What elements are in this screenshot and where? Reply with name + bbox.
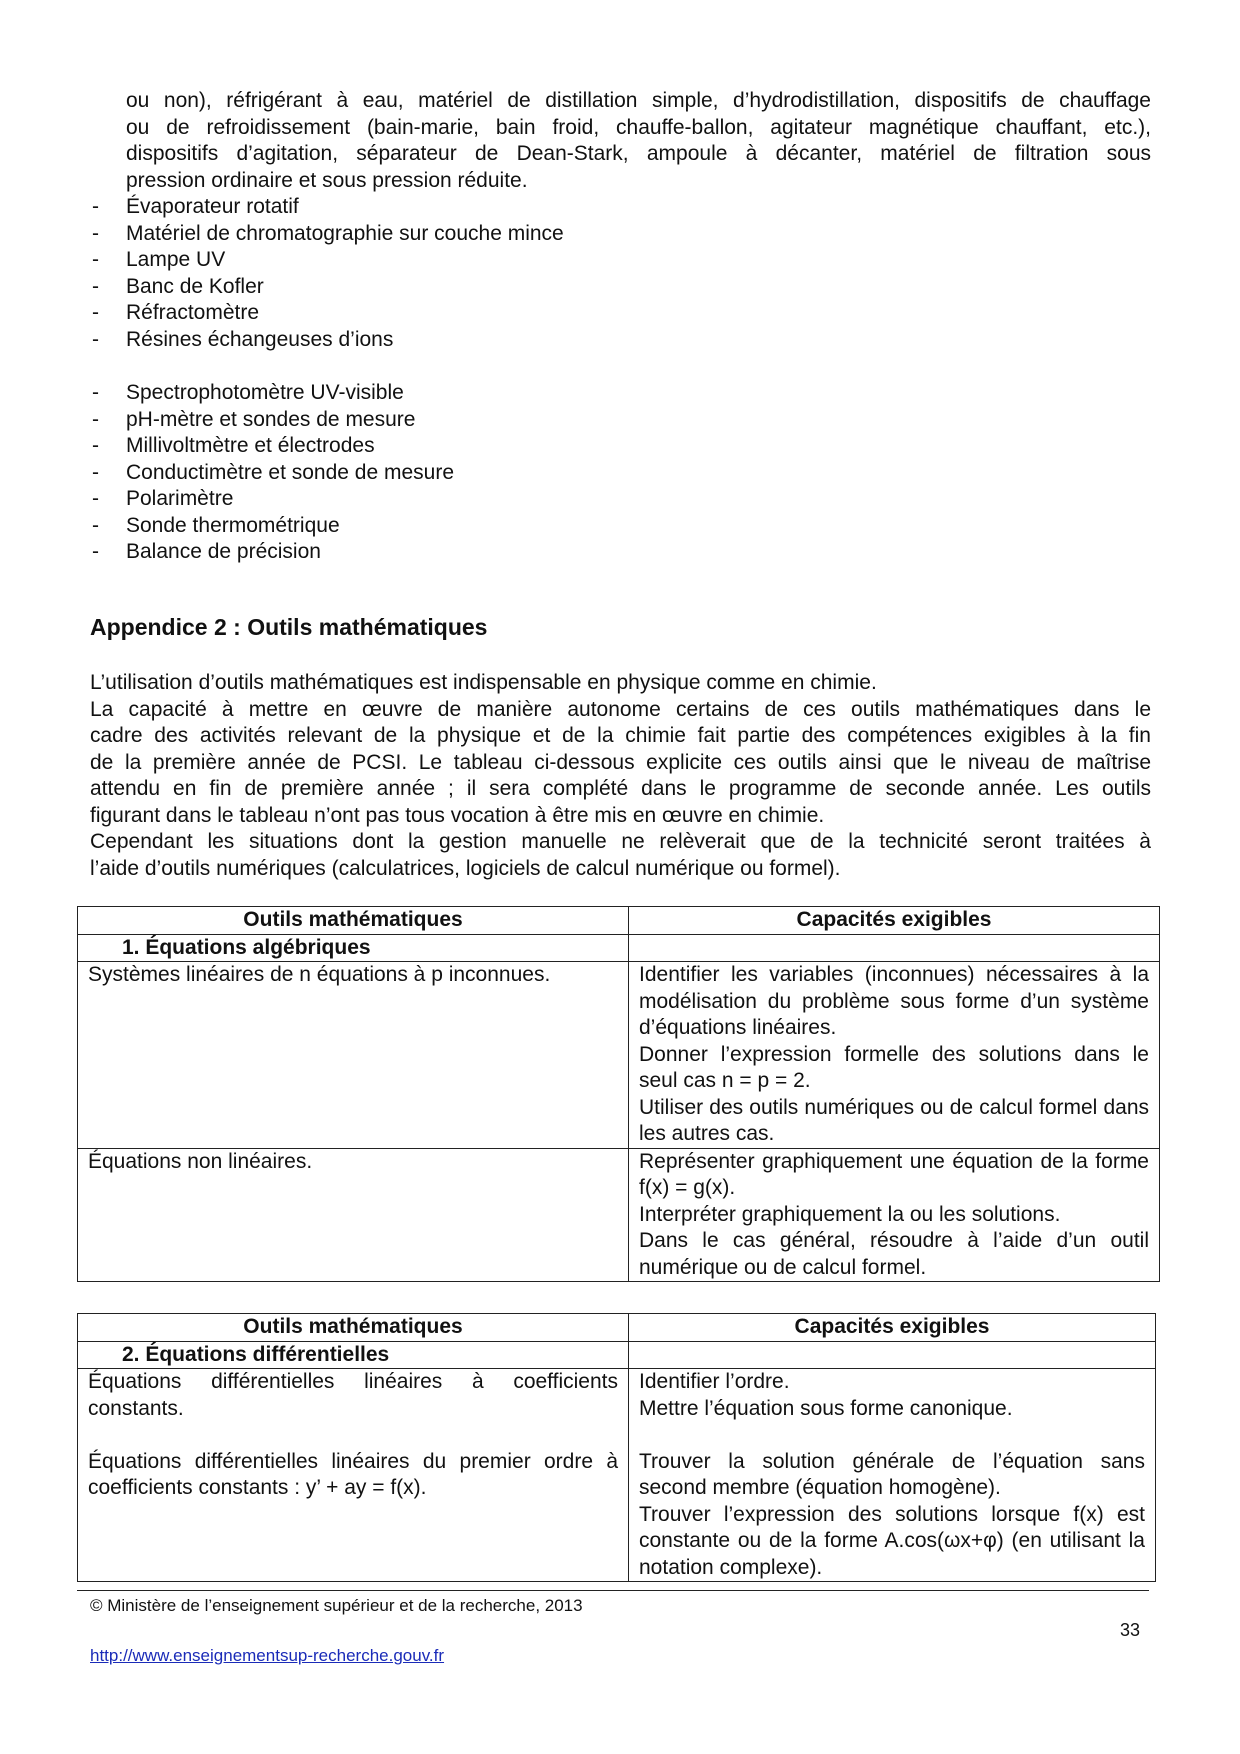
body-line: La capacité à mettre en œuvre de manière autonome certains de ces outils mathématiques dans le: [90, 697, 1151, 721]
list-dash: -: [92, 301, 99, 324]
list-item-label: Spectrophotomètre UV-visible: [126, 381, 404, 404]
intro-line: ou non), réfrigérant à eau, matériel de distillation simple, d’hydrodistillation, dispositifs de chauffage: [126, 89, 1151, 112]
list-item: [92, 194, 564, 221]
list-item-label: Résines échangeuses d’ions: [126, 327, 394, 351]
section-title: 1. Équations algébriques: [78, 934, 629, 962]
body-line: Cependant les situations dont la gestion manuelle ne relèverait que de la technicité seront traitées à: [90, 830, 1151, 853]
col-header-tools: Outils mathématiques: [78, 1314, 629, 1342]
tool-line: Équations différentielles linéaires du premier ordre à coefficients constants : y’ + ay = f(x).: [88, 1449, 618, 1499]
list-item: [92, 327, 564, 354]
empty-cell: [629, 934, 1160, 962]
list-dash: -: [92, 434, 99, 457]
list-dash: -: [92, 540, 99, 563]
list-item: [92, 274, 564, 301]
table-row: [78, 1148, 1160, 1282]
list-dash: -: [92, 195, 99, 218]
body-line: cadre des activités relevant de la physique et de la chimie fait partie des compétences exigibles à la fin: [90, 724, 1151, 747]
capacity-item: Mettre l’équation sous forme canonique.: [639, 1396, 1013, 1420]
list-item-label: Conductimètre et sonde de mesure: [126, 460, 455, 484]
list-item-label: Matériel de chromatographie sur couche mince: [126, 221, 564, 245]
list-item: [92, 513, 454, 540]
list-item-label: pH-mètre et sondes de mesure: [126, 407, 416, 431]
body-paragraph: [90, 670, 1151, 882]
capacity-item: Trouver la solution générale de l’équation sans second membre (équation homogène).: [639, 1449, 1145, 1499]
section-title: 2. Équations différentielles: [78, 1341, 629, 1369]
list-dash: -: [92, 460, 99, 484]
body-line: l’aide d’outils numériques (calculatrices, logiciels de calcul numérique ou formel).: [90, 856, 841, 880]
capacity-item: Identifier les variables (inconnues) nécessaires à la modélisation du problème sous forme d’un système d’équations linéaires.: [639, 963, 1149, 1039]
table-section-row: [78, 934, 1160, 962]
footer-divider: [77, 1590, 1149, 1591]
page-number: 33: [1120, 1620, 1141, 1640]
list-item: [92, 380, 454, 407]
body-line: figurant dans le tableau n’ont pas tous vocation à être mis en œuvre en chimie.: [90, 803, 825, 827]
equipment-list-b: [92, 380, 454, 566]
list-item-label: Évaporateur rotatif: [126, 195, 299, 218]
capacity-item: Dans le cas général, résoudre à l’aide d’un outil numérique ou de calcul formel.: [639, 1229, 1149, 1279]
list-item-label: Polarimètre: [126, 487, 234, 510]
capacities-cell: [629, 1369, 1156, 1582]
list-dash: -: [92, 327, 99, 351]
capacities-cell: [629, 962, 1160, 1149]
list-item-label: Banc de Kofler: [126, 274, 264, 298]
list-item: [92, 460, 454, 487]
body-line: L’utilisation d’outils mathématiques est indispensable en physique comme en chimie.: [90, 671, 877, 694]
table-row: [78, 962, 1160, 1149]
list-dash: -: [92, 381, 99, 404]
list-item: [92, 247, 564, 274]
tool-line: Équations différentielles linéaires à coefficients constants.: [88, 1370, 618, 1420]
table-algebraic-equations: [77, 906, 1160, 1282]
capacity-item: Identifier l’ordre.: [639, 1370, 790, 1393]
intro-line: dispositifs d’agitation, séparateur de Dean-Stark, ampoule à décanter, matériel de filtration sous: [126, 142, 1151, 165]
footer-copyright: © Ministère de l’enseignement supérieur et de la recherche, 2013: [90, 1596, 583, 1615]
empty-cell: [629, 1341, 1156, 1369]
list-item: [92, 300, 564, 327]
list-item: [92, 539, 454, 566]
list-item: [92, 407, 454, 434]
capacity-item: Interpréter graphiquement la ou les solutions.: [639, 1202, 1061, 1226]
footer-url-link[interactable]: http://www.enseignementsup-recherche.gouv.fr: [90, 1646, 445, 1665]
intro-paragraph: [126, 88, 1151, 194]
list-dash: -: [92, 487, 99, 510]
body-line: de la première année de PCSI. Le tableau ci-dessous explicite ces outils ainsi que le niveau de maîtrise: [90, 750, 1151, 774]
table-header-row: [78, 907, 1160, 935]
table-differential-equations: [77, 1313, 1156, 1582]
col-header-capacities: Capacités exigibles: [629, 1314, 1156, 1342]
list-dash: -: [92, 513, 99, 537]
list-item-label: Lampe UV: [126, 248, 226, 271]
capacity-item: Donner l’expression formelle des solutions dans le seul cas n = p = 2.: [639, 1042, 1149, 1092]
capacity-item: Trouver l’expression des solutions lorsque f(x) est constante ou de la forme A.cos(ωx+φ) (en utilisant la notation complexe).: [639, 1502, 1145, 1579]
list-item: [92, 486, 454, 513]
table-row: [78, 1369, 1156, 1582]
intro-line: pression ordinaire et sous pression réduite.: [126, 168, 528, 192]
capacity-item: Utiliser des outils numériques ou de calcul formel dans les autres cas.: [639, 1095, 1149, 1145]
list-dash: -: [92, 221, 99, 245]
list-item: [92, 221, 564, 248]
capacity-item: Représenter graphiquement une équation de la forme f(x) = g(x).: [639, 1149, 1149, 1199]
body-line: attendu en fin de première année ; il sera complété dans le programme de seconde année. Les outils: [90, 777, 1151, 800]
equipment-list-a: [92, 194, 564, 353]
list-item-label: Sonde thermométrique: [126, 513, 340, 537]
list-item-label: Balance de précision: [126, 540, 321, 563]
table-section-row: [78, 1341, 1156, 1369]
col-header-tools: Outils mathématiques: [78, 907, 629, 935]
table-header-row: [78, 1314, 1156, 1342]
list-item-label: Millivoltmètre et électrodes: [126, 434, 375, 457]
intro-line: ou de refroidissement (bain-marie, bain froid, chauffe-ballon, agitateur magnétique chauffant, etc.),: [126, 115, 1151, 139]
col-header-capacities: Capacités exigibles: [629, 907, 1160, 935]
list-item-label: Réfractomètre: [126, 301, 260, 324]
tool-cell: Systèmes linéaires de n équations à p inconnues.: [78, 962, 629, 1149]
tool-cell: [78, 1369, 629, 1582]
list-item: [92, 433, 454, 460]
list-dash: -: [92, 274, 99, 298]
section-heading: Appendice 2 : Outils mathématiques: [90, 614, 488, 640]
list-dash: -: [92, 248, 99, 271]
capacities-cell: [629, 1148, 1160, 1282]
list-dash: -: [92, 407, 99, 431]
tool-cell: Équations non linéaires.: [78, 1148, 629, 1282]
